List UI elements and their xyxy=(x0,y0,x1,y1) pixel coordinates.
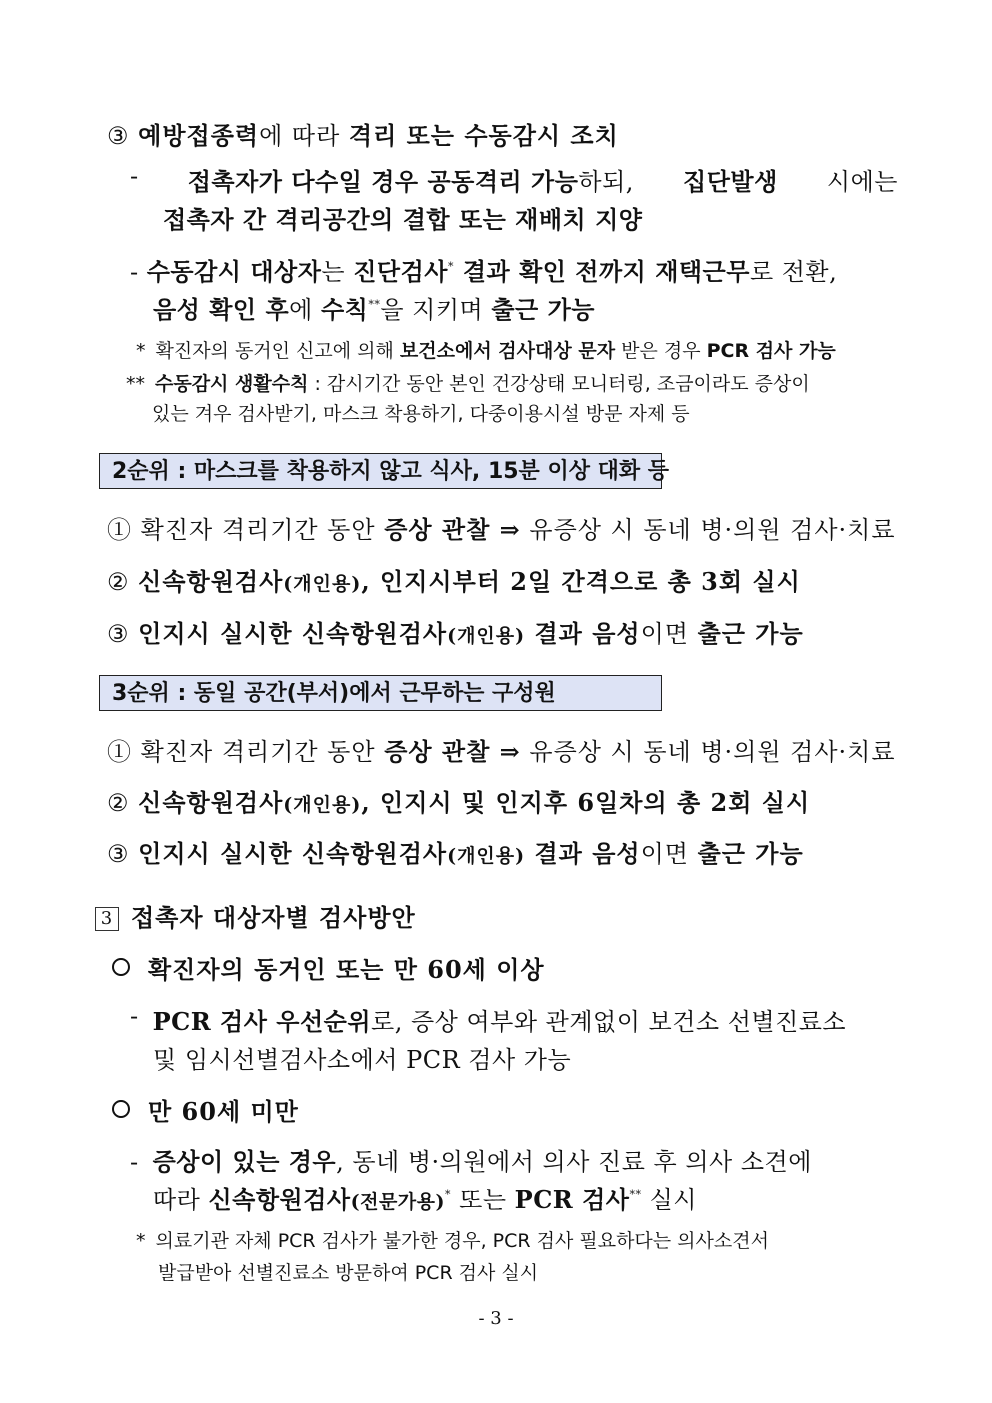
item-number: ③ xyxy=(107,122,130,150)
priority-3-item-2 xyxy=(107,783,810,818)
group-under60 xyxy=(112,1092,299,1127)
group-title: 만 60세 미만 xyxy=(148,1097,299,1126)
dash-marker: - xyxy=(130,162,139,190)
item-bold: 예방접종력 xyxy=(138,121,260,150)
group-title: 확진자의 동거인 또는 만 60세 이상 xyxy=(148,955,545,984)
dash-text: 하되, xyxy=(578,168,634,196)
priority-3-box: 3순위 : 동일 공간(부서)에서 근무하는 구성원 xyxy=(99,675,662,711)
page-number: - 3 - xyxy=(478,1308,514,1329)
footnote-2-line2 xyxy=(152,399,690,426)
note-text: 있는 겨우 검사받기, 마스크 착용하기, 다중이용시설 방문 자제 등 xyxy=(152,403,690,425)
dash-bold: PCR 검사 우선순위 xyxy=(152,1007,372,1036)
group2-dash-line2 xyxy=(153,1180,697,1215)
dash-bold: 음성 확인 후 xyxy=(153,295,290,324)
dash-bold: 증상이 있는 경우 xyxy=(152,1147,337,1176)
dash-text: 실시 xyxy=(641,1186,697,1214)
dash-text: 시에는 xyxy=(826,168,898,196)
dash-text: 에 xyxy=(289,296,321,324)
footnote-3-line2 xyxy=(158,1258,538,1285)
group1-dash xyxy=(130,1002,898,1037)
section-number-box: 3 xyxy=(95,907,119,931)
footnote-1 xyxy=(136,336,836,363)
dash-item-monitoring xyxy=(130,252,837,287)
item-text: 유증상 시 동네 병·의원 검사·치료 xyxy=(520,516,896,544)
item-number: ③ xyxy=(107,620,130,648)
circle-bullet-icon xyxy=(112,958,130,976)
dash-text: 을 지키며 xyxy=(380,296,492,324)
footnote-3 xyxy=(136,1226,769,1253)
item-bold: 결과 음성 xyxy=(525,619,641,648)
item-text: 이면 xyxy=(640,840,698,868)
item-bold: 신속항원검사 xyxy=(138,788,284,817)
item-bold: 인지시 실시한 신속항원검사 xyxy=(138,619,448,648)
item-text: 이면 xyxy=(640,620,698,648)
dash-bold: 신속항원검사 xyxy=(208,1185,351,1214)
dash-bold: 수칙 xyxy=(320,295,369,324)
item-bold: 인지시 실시한 신속항원검사 xyxy=(138,839,448,868)
item-text: 에 따라 xyxy=(259,122,349,150)
priority-3-item-3 xyxy=(107,834,804,869)
item-text: 확진자 격리기간 동안 xyxy=(140,516,385,544)
footnote-mark: ** xyxy=(126,373,145,395)
item-number: ① xyxy=(107,516,132,544)
dash-text: 및 임시선별검사소에서 PCR 검사 가능 xyxy=(153,1046,572,1074)
circle-bullet-icon xyxy=(112,1100,130,1118)
note-text: 받은 경우 xyxy=(615,340,707,362)
dash-marker: - xyxy=(130,1002,139,1030)
item-bold: , 인지시 및 인지후 6일차의 총 2회 실시 xyxy=(361,788,811,817)
note-bold: PCR 검사 가능 xyxy=(706,340,836,362)
dash-text: , 동네 병·의원에서 의사 진료 후 의사 소견에 xyxy=(336,1148,812,1176)
dash-marker: - xyxy=(130,1148,139,1176)
group1-dash-line2 xyxy=(153,1040,571,1075)
dash-item-contacts-line2 xyxy=(163,200,642,235)
dash-marker: - xyxy=(130,258,139,286)
footnote-mark: * xyxy=(447,260,454,273)
priority-2-box: 2순위 : 마스크를 착용하지 않고 식사, 15분 이상 대화 등 xyxy=(99,453,662,489)
item-text: 유증상 시 동네 병·의원 검사·치료 xyxy=(520,738,896,766)
item-small: (개인용) xyxy=(447,845,526,867)
item-small: (개인용) xyxy=(447,625,526,647)
dash-bold: PCR 검사 xyxy=(514,1185,630,1214)
dash-bold: 접촉자 간 격리공간의 결합 또는 재배치 지양 xyxy=(163,205,643,234)
footnote-mark: * xyxy=(136,1230,146,1252)
note-bold: 보건소에서 검사대상 문자 xyxy=(399,340,616,362)
note-text: 의료기관 자체 PCR 검사가 불가한 경우, PCR 검사 필요하다는 의사소견서 xyxy=(155,1230,769,1252)
note-bold: 수동감시 생활수칙 xyxy=(155,373,309,395)
section-title: 접촉자 대상자별 검사방안 xyxy=(131,903,416,932)
note-text: : 감시기간 동안 본인 건강상태 모니터링, 조금이라도 증상이 xyxy=(308,373,810,395)
item-bold: 신속항원검사 xyxy=(138,567,284,596)
priority-2-item-3 xyxy=(107,614,804,649)
item-bold: , 인지시부터 2일 간격으로 총 3회 실시 xyxy=(361,567,801,596)
item-small: (개인용) xyxy=(283,573,362,595)
item-number: ② xyxy=(107,789,130,817)
dash-item-monitoring-line2 xyxy=(153,290,595,325)
dash-bold: 출근 가능 xyxy=(491,295,595,324)
dash-bold: 결과 확인 전까지 재택근무 xyxy=(453,257,750,286)
dash-bold: 진단검사 xyxy=(353,257,448,286)
dash-text: 또는 xyxy=(451,1186,515,1214)
priority-2-item-2 xyxy=(107,562,801,597)
footnote-mark: ** xyxy=(368,298,381,311)
item-bold: 결과 음성 xyxy=(525,839,641,868)
group2-dash xyxy=(130,1142,898,1177)
item-bold: 출근 가능 xyxy=(697,619,804,648)
dash-item-contacts xyxy=(130,162,898,197)
section-heading-3 xyxy=(95,898,416,933)
note-text: 확진자의 동거인 신고에 의해 xyxy=(155,340,400,362)
item-number: ③ xyxy=(107,840,130,868)
dash-bold: 수동감시 대상자 xyxy=(146,257,322,286)
footnote-mark: * xyxy=(136,340,146,362)
priority-3-item-1 xyxy=(107,732,896,767)
footnote-2 xyxy=(126,369,810,396)
dash-text: 따라 xyxy=(153,1186,209,1214)
dash-text: 로 전환, xyxy=(749,258,838,286)
item-vaccination xyxy=(107,116,619,151)
item-text: 확진자 격리기간 동안 xyxy=(140,738,385,766)
item-number: ② xyxy=(107,568,130,596)
dash-small: (전문가용) xyxy=(350,1191,446,1213)
dash-bold: 집단발생 xyxy=(683,167,778,196)
item-bold: 증상 관찰 ⇒ xyxy=(384,515,521,544)
note-text: 발급받아 선별진료소 방문하여 PCR 검사 실시 xyxy=(158,1262,539,1284)
dash-bold: 접촉자가 다수일 경우 공동격리 가능 xyxy=(187,167,579,196)
group-cohabitant-over60 xyxy=(112,950,545,985)
item-bold: 격리 또는 수동감시 조치 xyxy=(348,121,619,150)
priority-2-item-1 xyxy=(107,510,896,545)
item-small: (개인용) xyxy=(283,794,362,816)
item-bold: 증상 관찰 ⇒ xyxy=(384,737,521,766)
dash-text: 로, 증상 여부와 관계없이 보건소 선별진료소 xyxy=(371,1008,847,1036)
footnote-mark: ** xyxy=(629,1188,642,1201)
dash-text: 는 xyxy=(321,258,354,286)
item-bold: 출근 가능 xyxy=(697,839,804,868)
footnote-mark: * xyxy=(445,1188,452,1201)
item-number: ① xyxy=(107,738,132,766)
